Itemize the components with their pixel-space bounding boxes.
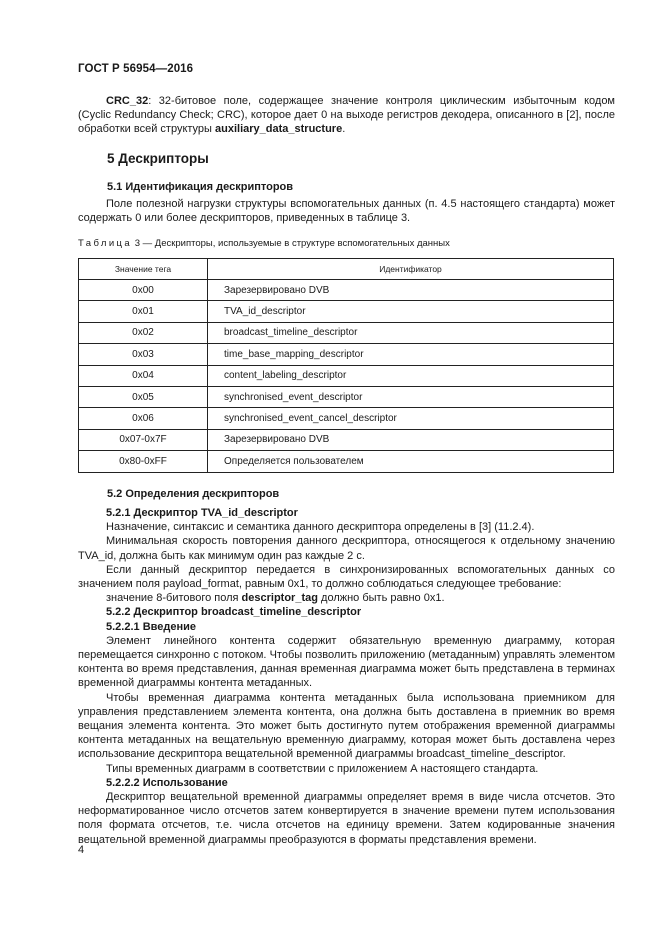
descriptor-tag-field: descriptor_tag	[241, 592, 318, 605]
intro-paragraph-3: Типы временных диаграмм в соответствии с приложением А настоящего стандарта.	[106, 762, 539, 775]
crc-text: : 32-битовое поле, содержащее значение контроля циклическим избыточным кодом (Cyclic Redundancy Check; CRC), которое дает 0 на выходе регистров декодера, описанного в [2], после обработки всей структуры	[78, 95, 615, 136]
identifier-cell: TVA_id_descriptor	[208, 301, 614, 322]
identifier-cell: synchronised_event_descriptor	[208, 386, 614, 407]
section-5-title: 5 Дескрипторы	[107, 151, 209, 166]
identifier-cell: broadcast_timeline_descriptor	[208, 322, 614, 343]
section-5-2-body	[78, 506, 615, 847]
table-3-caption	[78, 238, 450, 249]
table-row	[79, 386, 614, 407]
page-number: 4	[78, 844, 85, 856]
table-row	[79, 280, 614, 301]
table-row	[79, 301, 614, 322]
standard-header: ГОСТ Р 56954—2016	[78, 63, 194, 75]
table-row	[79, 365, 614, 386]
tag-cell: 0x06	[79, 408, 208, 429]
section-5-2-2-1-title: 5.2.2.1 Введение	[106, 620, 196, 633]
tag-cell: 0x80-0xFF	[79, 451, 208, 472]
crc-paragraph	[78, 94, 615, 137]
section-5-2-2-title: 5.2.2 Дескриптор broadcast_timeline_descriptor	[106, 606, 362, 619]
tag-cell: 0x03	[79, 344, 208, 365]
intro-paragraph-2: Чтобы временная диаграмма контента метаданных была использована приемником для управления представлением элемента контента, она должна быть доставлена в приемник во время вещания элемента контента. Это может быть достигнуто путем отображения временной диаграммы контента метаданных на вещательную временную диаграмму, которая может быть доставлена через использование дескриптора вещательной временной диаграммы broadcast_timeline_descriptor.	[78, 691, 615, 761]
tag-cell: 0x00	[79, 280, 208, 301]
table-row	[79, 344, 614, 365]
identifier-cell: time_base_mapping_descriptor	[208, 344, 614, 365]
crc-structure-name: auxiliary_data_structure	[215, 123, 343, 136]
tag-cell: 0x02	[79, 322, 208, 343]
identifier-cell: Зарезервировано DVB	[208, 280, 614, 301]
identifier-cell: synchronised_event_cancel_descriptor	[208, 408, 614, 429]
section-5-1-text: Поле полезной нагрузки структуры вспомогательных данных (п. 4.5 настоящего стандарта) может содержать 0 или более дескрипторов, приведенных в таблице 3.	[78, 198, 615, 225]
requirement-part-a: значение 8-битового поля	[106, 592, 242, 605]
requirement-part-c: должно быть равно 0x1.	[317, 592, 445, 605]
intro-paragraph-1: Элемент линейного контента содержит обязательную временную диаграмму, которая перемещается синхронно с потоком. Чтобы позволить приложению (метаданным) управлять элементом контента во время представления, данная временная диаграмма может быть представлена в терминах временной диаграммы контента метаданных.	[78, 634, 615, 690]
section-5-2-title: 5.2 Определения дескрипторов	[107, 488, 280, 500]
tag-cell: 0x04	[79, 365, 208, 386]
tva-payload-text: Если данный дескриптор передается в синхронизированных вспомогательных данных со значением поля payload_format, равным 0x1, то должно соблюдаться следующее требование:	[78, 563, 615, 591]
identifier-cell: Определяется пользователем	[208, 451, 614, 472]
tva-rate-text: Минимальная скорость повторения данного дескриптора, относящегося к отдельному значению TVA_id, должна быть как минимум один раз каждые 2 с.	[78, 535, 615, 562]
table-row	[79, 451, 614, 472]
tva-requirement-text	[78, 591, 615, 605]
table-header-identifier: Идентификатор	[208, 259, 614, 280]
descriptor-table	[78, 258, 614, 473]
crc-text-end: .	[342, 123, 346, 136]
table-row	[79, 408, 614, 429]
identifier-cell: Зарезервировано DVB	[208, 429, 614, 450]
crc-term: CRC_32	[106, 95, 149, 107]
identifier-cell: content_labeling_descriptor	[208, 365, 614, 386]
section-5-2-2-2-title: 5.2.2.2 Использование	[106, 776, 228, 789]
tag-cell: 0x05	[79, 386, 208, 407]
table-header-tag-value: Значение тега	[79, 259, 208, 280]
section-5-1-paragraph	[78, 197, 615, 225]
tag-cell: 0x07-0x7F	[79, 429, 208, 450]
table-row	[79, 429, 614, 450]
table-caption-text: 3 — Дескрипторы, используемые в структуре вспомогательных данных	[132, 238, 450, 249]
table-caption-label: Таблица	[78, 238, 133, 249]
section-5-1-title: 5.1 Идентификация дескрипторов	[107, 181, 294, 193]
tag-cell: 0x01	[79, 301, 208, 322]
section-5-2-1-title: 5.2.1 Дескриптор TVA_id_descriptor	[106, 507, 298, 519]
table-row	[79, 322, 614, 343]
usage-paragraph: Дескриптор вещательной временной диаграммы определяет время в виде числа отсчетов. Это неформатированное число отсчетов затем конвертируется в значение времени путем использования поля формата отсчетов, т.е. числа отсчетов на единицу времени. Затем кодированные значения вещательной временной диаграммы преобразуются в форматы представления времени.	[78, 791, 615, 846]
tva-purpose-text: Назначение, синтаксис и семантика данного дескриптора определены в [3] (11.2.4).	[106, 521, 535, 534]
